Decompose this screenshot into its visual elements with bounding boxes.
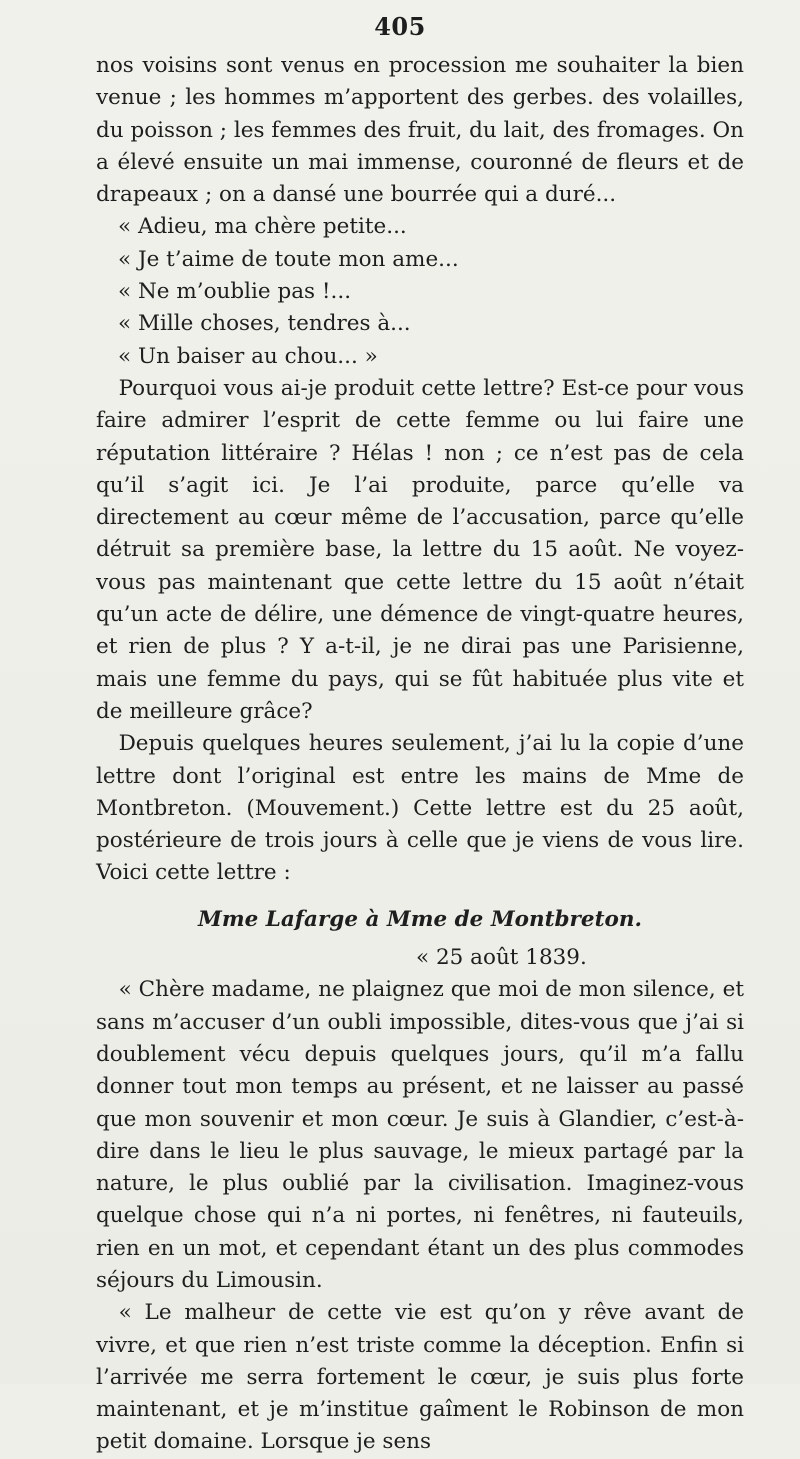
quote-line-je-taime: « Je t’aime de toute mon ame...	[118, 246, 459, 272]
letter-date: « 25 août 1839.	[416, 945, 587, 971]
letter-heading: Mme Lafarge à Mme de Montbreton.	[198, 906, 642, 932]
paragraph-depuis: Depuis quelques heures seulement, j’ai lu la copie d’une lettre dont l’original est entre les mains de Mme de Montbreton. (Mouvement.) Cette lettre est du 25 août, postérieure de trois jours à celle que je viens de vous lire. Voici cette lettre :	[96, 731, 744, 886]
quote-line-baiser: « Un baiser au chou... »	[118, 343, 378, 369]
quote-line-adieu: « Adieu, ma chère petite...	[118, 214, 407, 240]
paragraph-chere-madame: « Chère madame, ne plaignez que moi de mon silence, et sans m’accuser d’un oubli impossible, dites-vous que j’ai si doublement vécu depuis quelques jours, qu’il m’a fallu donner tout mon temps au présent, et ne laisser au passé que mon souvenir et mon cœur. Je suis à Glandier, c’est-à-dire dans le lieu le plus sauvage, le mieux partagé par la nature, le plus oublié par la civilisation. Imaginez-vous quelque chose qui n’a ni portes, ni fenêtres, ni fauteuils, rien en un mot, et cependant étant un des plus commodes séjours du Limousin.	[96, 977, 744, 1293]
quote-line-ne-moublie: « Ne m’oublie pas !...	[118, 279, 352, 305]
quote-line-mille-choses: « Mille choses, tendres à...	[118, 311, 411, 337]
paragraph-continuation: nos voisins sont venus en procession me souhaiter la bien venue ; les hommes m’apportent des gerbes. des volailles, du poisson ; les femmes des fruit, du lait, des fromages. On a élevé ensuite un mai immense, couronné de fleurs et de drapeaux ; on a dansé une bourrée qui a duré...	[96, 53, 744, 208]
paragraph-le-malheur: « Le malheur de cette vie est qu’on y rêve avant de vivre, et que rien n’est triste comme la déception. Enfin si l’arrivée me serra fortement le cœur, je suis plus forte maintenant, et je m’institue gaîment le Robinson de mon petit domaine. Lorsque je sens	[96, 1300, 744, 1455]
page-number: 405	[374, 12, 426, 41]
page-text	[96, 50, 744, 1459]
paragraph-pourquoi: Pourquoi vous ai-je produit cette lettre? Est-ce pour vous faire admirer l’esprit de cette femme ou lui faire une réputation littéraire ? Hélas ! non ; ce n’est pas de cela qu’il s’agit ici. Je l’ai produite, parce qu’elle va directement au cœur même de l’accusation, parce qu’elle détruit sa première base, la lettre du 15 août. Ne voyez-vous pas maintenant que cette lettre du 15 août n’était qu’un acte de délire, une démence de vingt-quatre heures, et rien de plus ? Y a-t-il, je ne dirai pas une Parisienne, mais une femme du pays, qui se fût habituée plus vite et de meilleure grâce?	[96, 375, 744, 724]
